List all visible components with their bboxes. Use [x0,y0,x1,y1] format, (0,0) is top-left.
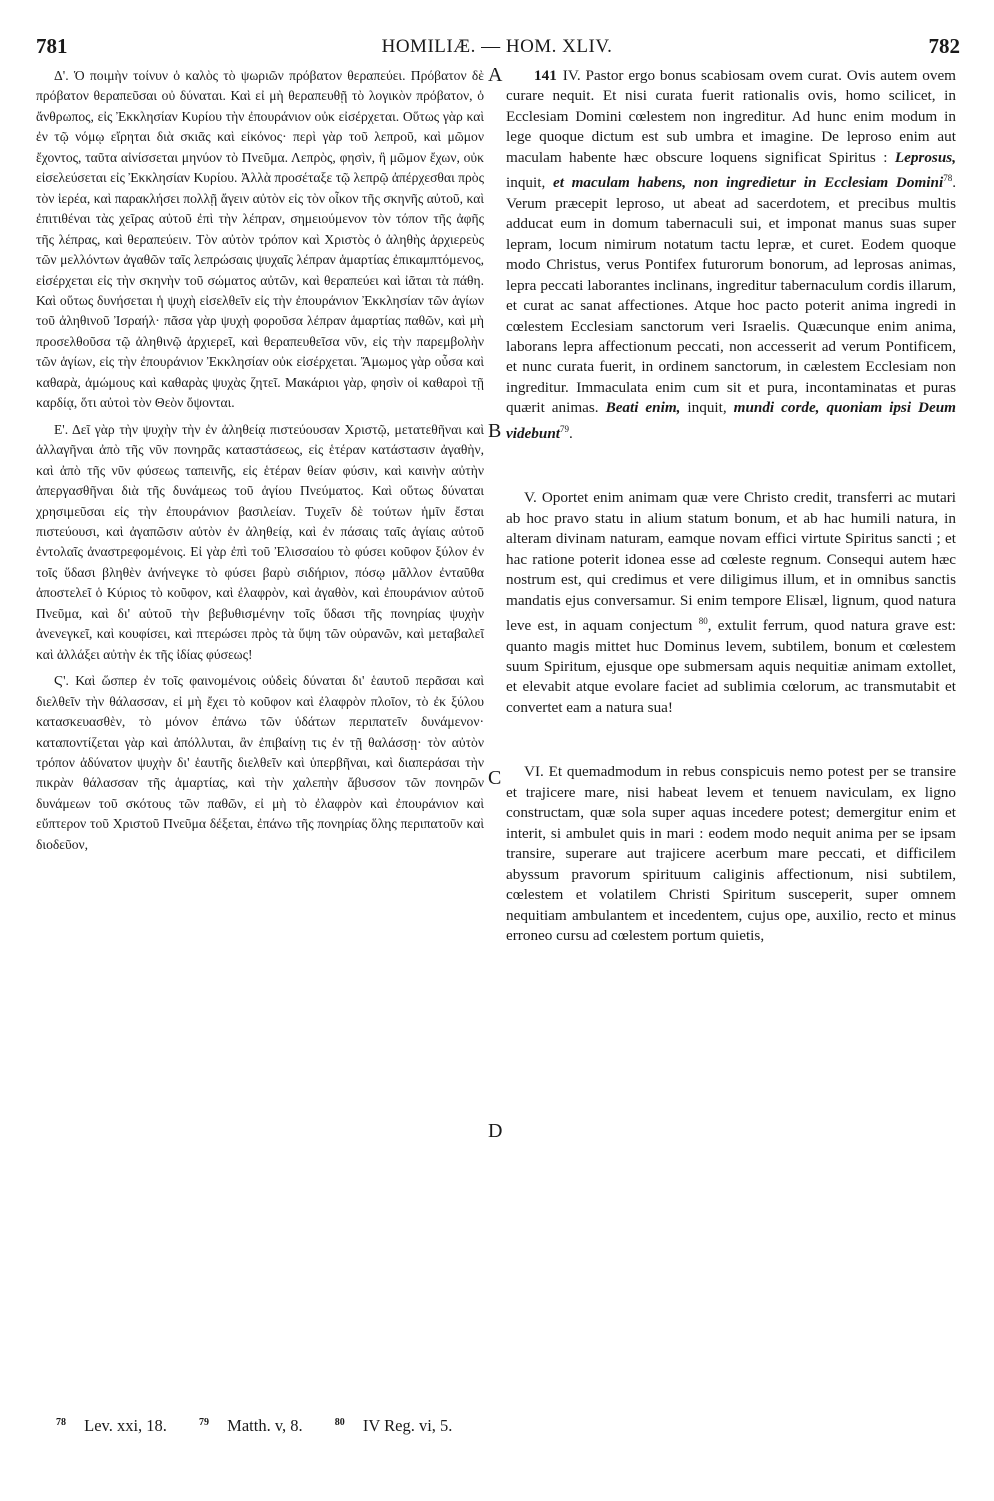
page-number-left: 781 [36,34,68,58]
latin-p4-quote-c: Beati enim, [605,399,681,417]
latin-p4-text-a: IV. Pastor ergo bonus scabiosam ovem curat. Ovis autem ovem curare nequit. Et nisi curata fuerit rationalis ovis, homo scilicet, in Ecclesiam Domini cœlestem non ingreditur. Ad hunc enim modum in lege quoque dictum est sub umbra et imagine. De leproso enim aut maculam habente hæc obscure loquens significat Spiritus : [506,67,956,166]
running-title: HOMILIÆ. — HOM. XLIV. [381,36,613,57]
greek-paragraph-6: Ϛ'. Καὶ ὥσπερ ἐν τοῖς φαινομένοις οὐδεὶς δύναται δι' ἑαυτοῦ περᾶσαι καὶ διελθεῖν τὴν θάλασσαν, εἰ μὴ ἔχει τὸ κοῦφον καὶ ἐλαφρὸν πλοῖον, τὸ ἐκ ξύλου κατασκευασθὲν, τὸ μόνον ἐπάνω τῶν ὑδάτων περιπατεῖν δυνάμενον· καταποντίζεται γὰρ καὶ ἀπόλλυται, ἂν ἐπιβαίνῃ τις ἐν τῇ θαλάσσῃ· τὸν αὐτὸν τρόπον ἀδύνατον ψυχὴν δι' ἑαυτῆς διελθεῖν καὶ ὑπερβῆναι, καὶ διαπεράσαι τὴν πικρὰν θάλασσαν τῆς ἁμαρτίας, καὶ τὴν χαλεπὴν ἄβυσσον τῶν πονηρῶν δυνάμεων τοῦ σκότους τῶν παθῶν, εἰ μὴ τὸ ἐλαφρὸν καὶ ἐπουράνιον καὶ εὔπτερον τοῦ Χριστοῦ Πνεῦμα δέξεται, ἐπάνω τῆς πονηρίας ὅλης περιπατοῦν καὶ διοδεῦον, [36,673,484,852]
latin-column [506,66,956,946]
section-number: 141 [534,67,557,84]
running-header [0,34,994,64]
greek-paragraph-5: Ε'. Δεῖ γὰρ τὴν ψυχὴν τὴν ἐν ἀληθείᾳ πιστεύουσαν Χριστῷ, μετατεθῆναι καὶ ἀλλαγῆναι ἀπὸ τῆς νῦν πονηρᾶς καταστάσεως, εἰς ἑτέραν κατάστασιν ἀγαθὴν, καὶ ἀπὸ τῆς νῦν φύσεως ταπεινῆς, εἰς ἑτέραν θείαν φύσιν, καὶ καινὴν αὐτὴν ἀπεργασθῆναι διὰ τῆς δυνάμεως τοῦ ἁγίου Πνεύματος. Καὶ οὕτως δύναται χρησιμεῦσαι εἰς τὴν ἐπουράνιον βασιλείαν. Τυχεῖν δὲ τούτων ἡμῖν ἔσται πιστεύουσι, καὶ ἀγαπῶσιν αὐτὸν ἐν ἀληθείᾳ, καὶ ἐν πάσαις ταῖς ἁγίαις αὐτοῦ ἐντολαῖς ἀναστρεφομένοις. Εἰ γὰρ ἐπὶ τοῦ Ἐλισσαίου τὸ φύσει κοῦφον ξύλον ἐν τοῖς ὕδασι βληθὲν ἀνήνεγκε τὸ φύσει βαρὺ σιδήριον, πόσῳ μᾶλλον ἐνταῦθα ἀποστελεῖ ὁ Κύριος τὸ κοῦφον, καὶ ἐλαφρὸν, καὶ ἀγαθὸν, καὶ ἐπουράνιον αὐτοῦ Πνεῦμα, καὶ δι' αὐτοῦ τὴν βεβυθισμένην τοῖς ὕδασι τῆς πονηρίας ψυχὴν ἀνενεγκεῖ, καὶ κουφίσει, καὶ πτερώσει πρὸς τὰ ὕψη τῶν οὐρανῶν, καὶ μεταβαλεῖ καὶ ἀλλάξει αὐτὴν ἐκ τῆς ἰδίας φύσεως! [36,421,484,662]
latin-p5-text-b: , extulit ferrum, quod natura grave est: quanto magis mittet huc Dominus levem, subtilem, bonum et cœlestem suum Spiritum, ejusque ope submersam aquis nequitiæ animam extollet, et elevabit atque evolare faciet ad sublimia cœlorum, ac transmutabit et convertet eam a natura sua! [506,617,957,716]
latin-paragraph-6: VI. Et quemadmodum in rebus conspicuis nemo potest per se transire et trajicere mare, nisi habeat levem et tenuem naviculam, ex ligno constructam, quæ sola super aquas incedere potest; demergitur enim et interit, si ambulet quis in mari : eodem modo nequit anima per se ipsam transire, superare aut trajicere acerbum mare peccati, et difficilem abyssum pravorum spirituum caliginis affectionum, nisi subtilem, cœlestem et volatilem Christi Spiritum susceperit, super omnem nequitiam ambulantem et incedentem, cujus ope, auxilio, recto et minus erroneo cursu ad cœlestem portum quietis, [506,763,956,944]
greek-paragraph-4: Δ'. Ὁ ποιμὴν τοίνυν ὁ καλὸς τὸ ψωριῶν πρόβατον θεραπεύει. Πρόβατον δὲ πρόβατον θεραπεῦσαι οὐ δύναται. Καὶ εἰ μὴ θεραπευθῇ τὸ λογικὸν πρόβατον, ὁ ἄνθρωπος, εἰς Ἐκκλησίαν Κυρίου τὴν ἐπουράνιον οὐκ εἰσέρχεται. Οὕτως γὰρ καὶ ἐν τῷ νόμῳ εἴρηται διὰ σκιᾶς καὶ εἰκόνος· περὶ γὰρ τοῦ λεπροῦ, καὶ μῶμον ἔχοντος, ταῦτα αἰνίσσεται μηνύον τὸ Πνεῦμα. Λεπρὸς, φησὶν, ἢ μῶμον ἔχων, οὐκ εἰσελεύσεται εἰς Ἐκκλησίαν Κυρίου. Ἀλλὰ προσέταξε τῷ λεπρῷ ἀπέρχεσθαι πρὸς τὸν ἱερέα, καὶ παρακλήσει πολλῇ ἄγειν αὐτὸν εἰς τὸν οἶκον τῆς σκηνῆς αὐτοῦ, καὶ ἐπιτιθέναι τὰς χεῖρας αὐτοῦ ἐπὶ τὴν λέπραν, σημειούμενον τὸν τόπον τῆς ἀφῆς τῆς λέπρας, καὶ θεραπεύειν. Τὸν αὐτὸν τρόπον καὶ Χριστὸς ὁ ἀληθὴς ἀρχιερεὺς τῶν μελλόντων ἀγαθῶν ταῖς λεπρώσαις ψυχαῖς λέπραν ἁμαρτίας ἐπικαμπτόμενος, εἰσέρχεται εἰς τὴν σκηνὴν τοῦ σώματος αὐτῶν, καὶ θεραπεύει καὶ ἰᾶται τὰ πάθη. Καὶ οὕτως δυνήσεται ἡ ψυχὴ εἰσελθεῖν εἰς τὴν ἐπουράνιον Ἐκκλησίαν τῶν ἁγίων τοῦ ἀληθινοῦ Ἰσραήλ· πᾶσα γὰρ ψυχὴ φοροῦσα λέπραν ἁμαρτίας παθῶν, καὶ μὴ προσελθοῦσα τῷ ἀληθινῷ ἀρχιερεῖ, καὶ θεραπευθεῖσα νῦν, εἰς τὴν παρεμβολὴν τῶν ἁγίων, εἰς τὴν ἐπουράνιον Ἐκκλησίαν οὐκ εἰσέρχεται. Ἄμωμος γὰρ οὖσα καὶ καθαρὰ, ἀμώμους καὶ καθαρὰς ψυχὰς ζητεῖ. Μακάριοι γὰρ, φησὶν οἱ καθαροὶ τῇ καρδίᾳ, ὅτι αὐτοὶ τὸν Θεὸν ὄψονται. [36,68,484,411]
latin-p4-quote-b: et maculam habens, non ingredietur in Ecclesiam Domini [552,174,944,192]
margin-marker-b: B [488,420,502,442]
margin-marker-c: C [488,767,502,789]
latin-p4-text-g: inquit, [680,399,734,417]
footnote-ref-79: 79 [560,423,570,434]
latin-p4-text-i: . [569,424,573,442]
latin-paragraph-5 [506,488,956,718]
latin-p4-text-e: . Verum præcepit leproso, ut abeat ad sacerdotem, et precibus multis adducat eum in domum tabernaculi sui, et imponat manus suas super lepram, locum nimirum notatum tactu lepræ, et curet. Eodem quoque modo Christus, verus Pontifex futurorum bonorum, ad leprosas animas, lepra peccati laborantes inclinans, ingreditur tabernaculum cordis illarum, et curat ac sanat affectiones. Atque hoc pacto poterit anima ingredi in cœlestem Ecclesiam sanctorum veri Israelis. Quæcunque enim anima, laborans lepra affectionum peccati, non accesserit ad verum Pontificem, et nunc curata fuerit, in ordinem sanctorum, in cælestem Ecclesiam non ingreditur. Immaculata enim cum sit et pura, incontaminatas et puras quærit animas. [506,174,956,417]
latin-p5-text-a: V. Oportet enim animam quæ vere Christo credit, transferri ac mutari ab hoc pravo statu in alium statum bonum, et ab hac humili natura, in alteram divinam naturam, eamque novam effici virtute Spiritus sancti ; et hac ratione poterit idonea esse ad cœleste regnum. Consequi autem hæc nostrum est, qui credimus et vere diligimus illum, et in omnibus sanctis mandatis ejus conversamur. Si enim tempore Elisæl, lignum, quod natura leve est, in aquam conjectum [506,489,956,635]
latin-paragraph-4 [506,66,956,444]
footnote-ref-80: 80 [698,616,708,626]
greek-column [36,66,484,855]
footnote-78: $^{78}$ Lev. xxi, 18. [56,1416,167,1435]
footnote-ref-78: 78 [943,173,953,184]
latin-p4-text-c: inquit, [506,174,553,192]
footnotes [56,1416,480,1436]
margin-marker-a: A [488,64,503,86]
latin-p4-quote-a: Leprosus, [894,148,956,166]
margin-marker-d: D [488,1120,503,1142]
page-number-right: 782 [928,34,960,58]
latin-p4-quote-d: mundi corde, quoniam ipsi Deum videbunt [506,399,956,442]
footnote-80: $^{80}$ IV Reg. vi, 5. [334,1416,453,1435]
footnote-79: $^{79}$ Matth. v, 8. [199,1416,303,1435]
